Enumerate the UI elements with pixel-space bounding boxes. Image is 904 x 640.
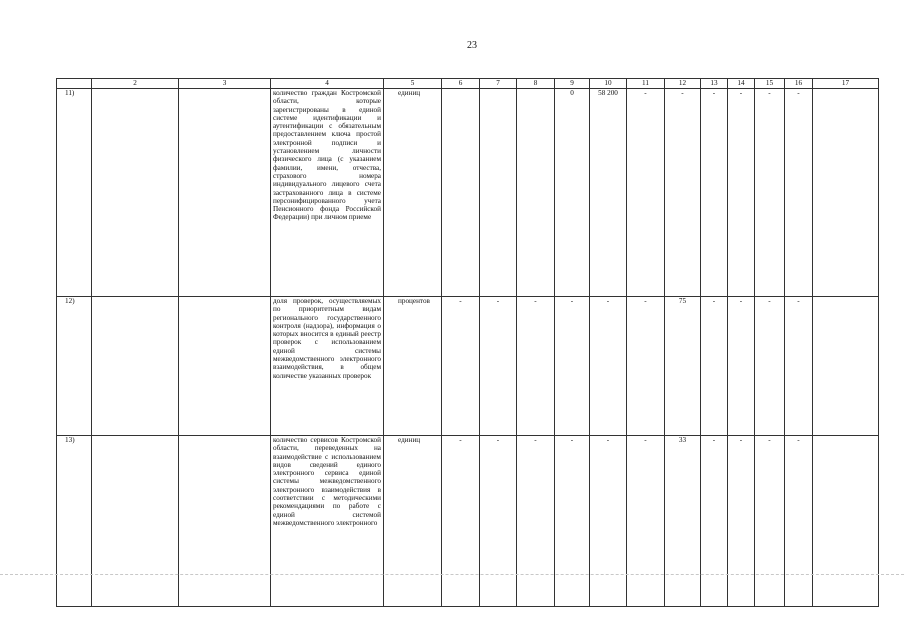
indicator-name-cell: доля проверок, осуществляемых по приоритетным видам регионального государственного контроля (надзора), информация о которых вносится в единый реестр проверок с использованием единой системы межведомственного электронного взаимодействия, в общем количестве указанных проверок (271, 297, 384, 436)
value-cell: - (627, 436, 665, 607)
value-cell: 0 (555, 89, 590, 297)
value-cell: - (590, 436, 627, 607)
value-cell (442, 89, 480, 297)
indicator-name-cell: количество сервисов Костромской области, переведенных на взаимодействие с использованием видов сведений единого электронного сервиса единой системы межведомственного электронного взаимодействия в соответствии с методическими рекомендациями по работе с единой системой межведомственного электронного (271, 436, 384, 607)
column-number-13: 13 (701, 79, 728, 89)
value-cell: - (517, 436, 555, 607)
column-number-7: 7 (480, 79, 517, 89)
value-cell: - (480, 436, 517, 607)
value-cell (517, 89, 555, 297)
value-cell (92, 436, 179, 607)
column-number-2: 2 (92, 79, 179, 89)
value-cell (813, 436, 879, 607)
value-cell (179, 436, 271, 607)
column-number-5: 5 (384, 79, 442, 89)
indicators-table (56, 78, 879, 607)
table-row (57, 89, 879, 297)
value-cell: - (701, 436, 728, 607)
table-header-row (57, 79, 879, 89)
column-number-16: 16 (785, 79, 813, 89)
column-number-6: 6 (442, 79, 480, 89)
column-number-1 (57, 79, 92, 89)
value-cell: - (728, 89, 755, 297)
value-cell: - (701, 89, 728, 297)
value-cell: - (442, 297, 480, 436)
value-cell (480, 89, 517, 297)
value-cell: - (555, 297, 590, 436)
column-number-3: 3 (179, 79, 271, 89)
value-cell: - (785, 89, 813, 297)
indicator-name-cell: количество граждан Костромской области, которые зарегистрированы в единой системе идентификации и аутентификации с обязательным предоставлением ключа простой электронной подписи и установлением личности физического лица (с указанием фамилии, имени, отчества, страхового номера индивидуального лицевого счета застрахованного лица в системе персонифицированного учета Пенсионного фонда Российской Федерации) при личном приеме (271, 89, 384, 297)
value-cell: - (755, 436, 785, 607)
value-cell: - (728, 436, 755, 607)
column-number-11: 11 (627, 79, 665, 89)
page-number: 23 (467, 40, 477, 51)
value-cell: - (480, 297, 517, 436)
value-cell (92, 89, 179, 297)
column-number-4: 4 (271, 79, 384, 89)
unit-cell: процентов (384, 297, 442, 436)
value-cell: - (627, 89, 665, 297)
column-number-9: 9 (555, 79, 590, 89)
value-cell: - (590, 297, 627, 436)
row-number-cell: 11) (57, 89, 92, 297)
value-cell: - (728, 297, 755, 436)
column-number-12: 12 (665, 79, 701, 89)
value-cell (813, 297, 879, 436)
column-number-8: 8 (517, 79, 555, 89)
table-row (57, 436, 879, 607)
row-number-cell: 12) (57, 297, 92, 436)
value-cell: - (517, 297, 555, 436)
value-cell: - (755, 297, 785, 436)
value-cell: - (627, 297, 665, 436)
value-cell (179, 297, 271, 436)
value-cell: 75 (665, 297, 701, 436)
column-number-15: 15 (755, 79, 785, 89)
unit-cell: единиц (384, 89, 442, 297)
column-number-10: 10 (590, 79, 627, 89)
value-cell: - (755, 89, 785, 297)
column-number-17: 17 (813, 79, 879, 89)
unit-cell: единиц (384, 436, 442, 607)
value-cell: - (442, 436, 480, 607)
value-cell: 58 200 (590, 89, 627, 297)
table-row (57, 297, 879, 436)
value-cell: - (785, 436, 813, 607)
value-cell (813, 89, 879, 297)
row-number-cell: 13) (57, 436, 92, 607)
value-cell: - (665, 89, 701, 297)
value-cell: 33 (665, 436, 701, 607)
value-cell (179, 89, 271, 297)
value-cell: - (555, 436, 590, 607)
column-number-14: 14 (728, 79, 755, 89)
scan-artifact-line (0, 574, 904, 575)
value-cell: - (701, 297, 728, 436)
value-cell (92, 297, 179, 436)
value-cell: - (785, 297, 813, 436)
